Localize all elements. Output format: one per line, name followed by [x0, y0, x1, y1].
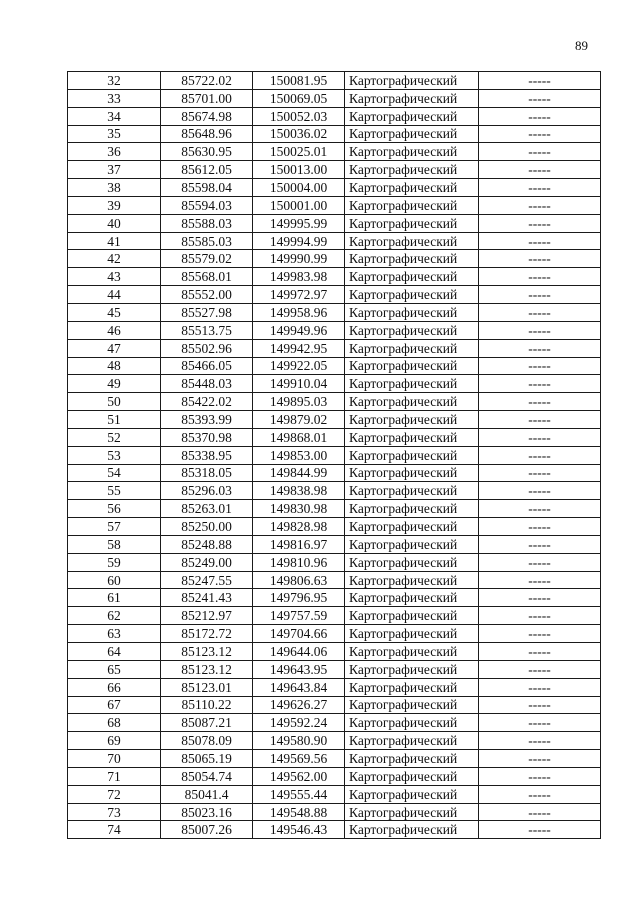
method-cell: Картографический — [345, 375, 479, 393]
method-cell: Картографический — [345, 553, 479, 571]
point-number-cell: 72 — [68, 785, 161, 803]
method-cell: Картографический — [345, 232, 479, 250]
point-number-cell: 40 — [68, 214, 161, 232]
point-number-cell: 59 — [68, 553, 161, 571]
method-cell: Картографический — [345, 321, 479, 339]
x-coordinate-cell: 85110.22 — [161, 696, 253, 714]
point-number-cell: 71 — [68, 767, 161, 785]
note-cell: ----- — [479, 107, 601, 125]
note-cell: ----- — [479, 196, 601, 214]
note-cell: ----- — [479, 303, 601, 321]
table-row — [68, 500, 601, 518]
point-number-cell: 56 — [68, 500, 161, 518]
point-number-cell: 44 — [68, 286, 161, 304]
method-cell: Картографический — [345, 750, 479, 768]
x-coordinate-cell: 85248.88 — [161, 535, 253, 553]
x-coordinate-cell: 85249.00 — [161, 553, 253, 571]
note-cell: ----- — [479, 589, 601, 607]
method-cell: Картографический — [345, 482, 479, 500]
point-number-cell: 45 — [68, 303, 161, 321]
table-row — [68, 625, 601, 643]
method-cell: Картографический — [345, 125, 479, 143]
point-number-cell: 74 — [68, 821, 161, 839]
x-coordinate-cell: 85588.03 — [161, 214, 253, 232]
method-cell: Картографический — [345, 518, 479, 536]
method-cell: Картографический — [345, 696, 479, 714]
method-cell: Картографический — [345, 250, 479, 268]
y-coordinate-cell: 150036.02 — [253, 125, 345, 143]
table-row — [68, 518, 601, 536]
method-cell: Картографический — [345, 339, 479, 357]
y-coordinate-cell: 149879.02 — [253, 411, 345, 429]
x-coordinate-cell: 85087.21 — [161, 714, 253, 732]
y-coordinate-cell: 149704.66 — [253, 625, 345, 643]
method-cell: Картографический — [345, 411, 479, 429]
point-number-cell: 68 — [68, 714, 161, 732]
x-coordinate-cell: 85263.01 — [161, 500, 253, 518]
table-row — [68, 767, 601, 785]
x-coordinate-cell: 85338.95 — [161, 446, 253, 464]
note-cell: ----- — [479, 678, 601, 696]
method-cell: Картографический — [345, 286, 479, 304]
note-cell: ----- — [479, 125, 601, 143]
y-coordinate-cell: 150081.95 — [253, 72, 345, 90]
y-coordinate-cell: 149796.95 — [253, 589, 345, 607]
y-coordinate-cell: 149643.84 — [253, 678, 345, 696]
point-number-cell: 70 — [68, 750, 161, 768]
table-row — [68, 678, 601, 696]
note-cell: ----- — [479, 72, 601, 90]
point-number-cell: 61 — [68, 589, 161, 607]
note-cell: ----- — [479, 464, 601, 482]
x-coordinate-cell: 85370.98 — [161, 428, 253, 446]
note-cell: ----- — [479, 268, 601, 286]
method-cell: Картографический — [345, 571, 479, 589]
point-number-cell: 67 — [68, 696, 161, 714]
point-number-cell: 57 — [68, 518, 161, 536]
method-cell: Картографический — [345, 821, 479, 839]
table-row — [68, 571, 601, 589]
point-number-cell: 73 — [68, 803, 161, 821]
x-coordinate-cell: 85552.00 — [161, 286, 253, 304]
x-coordinate-cell: 85078.09 — [161, 732, 253, 750]
point-number-cell: 36 — [68, 143, 161, 161]
table-row — [68, 732, 601, 750]
point-number-cell: 58 — [68, 535, 161, 553]
method-cell: Картографический — [345, 196, 479, 214]
table-row — [68, 643, 601, 661]
y-coordinate-cell: 149806.63 — [253, 571, 345, 589]
point-number-cell: 55 — [68, 482, 161, 500]
table-row — [68, 821, 601, 839]
y-coordinate-cell: 149592.24 — [253, 714, 345, 732]
table-row — [68, 803, 601, 821]
point-number-cell: 54 — [68, 464, 161, 482]
table-row — [68, 446, 601, 464]
table-row — [68, 411, 601, 429]
x-coordinate-cell: 85648.96 — [161, 125, 253, 143]
point-number-cell: 41 — [68, 232, 161, 250]
point-number-cell: 42 — [68, 250, 161, 268]
point-number-cell: 39 — [68, 196, 161, 214]
table-row — [68, 714, 601, 732]
y-coordinate-cell: 150004.00 — [253, 179, 345, 197]
x-coordinate-cell: 85123.12 — [161, 660, 253, 678]
point-number-cell: 64 — [68, 643, 161, 661]
note-cell: ----- — [479, 518, 601, 536]
x-coordinate-cell: 85674.98 — [161, 107, 253, 125]
x-coordinate-cell: 85598.04 — [161, 179, 253, 197]
x-coordinate-cell: 85722.02 — [161, 72, 253, 90]
note-cell: ----- — [479, 714, 601, 732]
x-coordinate-cell: 85466.05 — [161, 357, 253, 375]
note-cell: ----- — [479, 232, 601, 250]
point-number-cell: 43 — [68, 268, 161, 286]
y-coordinate-cell: 150069.05 — [253, 89, 345, 107]
point-number-cell: 51 — [68, 411, 161, 429]
method-cell: Картографический — [345, 767, 479, 785]
method-cell: Картографический — [345, 500, 479, 518]
x-coordinate-cell: 85241.43 — [161, 589, 253, 607]
y-coordinate-cell: 149644.06 — [253, 643, 345, 661]
table-row — [68, 393, 601, 411]
table-row — [68, 89, 601, 107]
point-number-cell: 53 — [68, 446, 161, 464]
x-coordinate-cell: 85422.02 — [161, 393, 253, 411]
note-cell: ----- — [479, 89, 601, 107]
table-row — [68, 161, 601, 179]
note-cell: ----- — [479, 393, 601, 411]
x-coordinate-cell: 85579.02 — [161, 250, 253, 268]
method-cell: Картографический — [345, 678, 479, 696]
point-number-cell: 35 — [68, 125, 161, 143]
note-cell: ----- — [479, 214, 601, 232]
method-cell: Картографический — [345, 72, 479, 90]
method-cell: Картографический — [345, 393, 479, 411]
table-row — [68, 535, 601, 553]
point-number-cell: 37 — [68, 161, 161, 179]
table-row — [68, 750, 601, 768]
method-cell: Картографический — [345, 268, 479, 286]
table-row — [68, 785, 601, 803]
x-coordinate-cell: 85630.95 — [161, 143, 253, 161]
y-coordinate-cell: 149580.90 — [253, 732, 345, 750]
y-coordinate-cell: 149995.99 — [253, 214, 345, 232]
x-coordinate-cell: 85513.75 — [161, 321, 253, 339]
x-coordinate-cell: 85502.96 — [161, 339, 253, 357]
x-coordinate-cell: 85123.12 — [161, 643, 253, 661]
x-coordinate-cell: 85007.26 — [161, 821, 253, 839]
x-coordinate-cell: 85054.74 — [161, 767, 253, 785]
table-row — [68, 428, 601, 446]
table-row — [68, 589, 601, 607]
table-row — [68, 607, 601, 625]
note-cell: ----- — [479, 321, 601, 339]
x-coordinate-cell: 85585.03 — [161, 232, 253, 250]
note-cell: ----- — [479, 643, 601, 661]
x-coordinate-cell: 85123.01 — [161, 678, 253, 696]
note-cell: ----- — [479, 625, 601, 643]
table-row — [68, 339, 601, 357]
note-cell: ----- — [479, 696, 601, 714]
x-coordinate-cell: 85594.03 — [161, 196, 253, 214]
y-coordinate-cell: 149922.05 — [253, 357, 345, 375]
table-row — [68, 303, 601, 321]
table-row — [68, 250, 601, 268]
note-cell: ----- — [479, 571, 601, 589]
y-coordinate-cell: 149546.43 — [253, 821, 345, 839]
x-coordinate-cell: 85250.00 — [161, 518, 253, 536]
note-cell: ----- — [479, 179, 601, 197]
table-row — [68, 107, 601, 125]
table-row — [68, 143, 601, 161]
method-cell: Картографический — [345, 660, 479, 678]
note-cell: ----- — [479, 732, 601, 750]
table-row — [68, 464, 601, 482]
method-cell: Картографический — [345, 143, 479, 161]
x-coordinate-cell: 85065.19 — [161, 750, 253, 768]
x-coordinate-cell: 85612.05 — [161, 161, 253, 179]
x-coordinate-cell: 85701.00 — [161, 89, 253, 107]
y-coordinate-cell: 149958.96 — [253, 303, 345, 321]
method-cell: Картографический — [345, 179, 479, 197]
y-coordinate-cell: 149828.98 — [253, 518, 345, 536]
x-coordinate-cell: 85212.97 — [161, 607, 253, 625]
table-row — [68, 375, 601, 393]
y-coordinate-cell: 149838.98 — [253, 482, 345, 500]
method-cell: Картографический — [345, 607, 479, 625]
x-coordinate-cell: 85318.05 — [161, 464, 253, 482]
point-number-cell: 38 — [68, 179, 161, 197]
y-coordinate-cell: 149983.98 — [253, 268, 345, 286]
method-cell: Картографический — [345, 303, 479, 321]
point-number-cell: 34 — [68, 107, 161, 125]
table-row — [68, 125, 601, 143]
method-cell: Картографический — [345, 625, 479, 643]
point-number-cell: 33 — [68, 89, 161, 107]
y-coordinate-cell: 150025.01 — [253, 143, 345, 161]
y-coordinate-cell: 149990.99 — [253, 250, 345, 268]
x-coordinate-cell: 85247.55 — [161, 571, 253, 589]
method-cell: Картографический — [345, 589, 479, 607]
point-number-cell: 66 — [68, 678, 161, 696]
table-row — [68, 268, 601, 286]
note-cell: ----- — [479, 500, 601, 518]
note-cell: ----- — [479, 660, 601, 678]
point-number-cell: 48 — [68, 357, 161, 375]
note-cell: ----- — [479, 535, 601, 553]
note-cell: ----- — [479, 411, 601, 429]
point-number-cell: 52 — [68, 428, 161, 446]
table-row — [68, 553, 601, 571]
note-cell: ----- — [479, 750, 601, 768]
point-number-cell: 60 — [68, 571, 161, 589]
y-coordinate-cell: 149868.01 — [253, 428, 345, 446]
note-cell: ----- — [479, 785, 601, 803]
y-coordinate-cell: 149853.00 — [253, 446, 345, 464]
y-coordinate-cell: 149972.97 — [253, 286, 345, 304]
y-coordinate-cell: 149949.96 — [253, 321, 345, 339]
y-coordinate-cell: 149555.44 — [253, 785, 345, 803]
coordinates-table-body — [68, 72, 601, 839]
point-number-cell: 69 — [68, 732, 161, 750]
table-row — [68, 357, 601, 375]
note-cell: ----- — [479, 553, 601, 571]
x-coordinate-cell: 85172.72 — [161, 625, 253, 643]
method-cell: Картографический — [345, 464, 479, 482]
x-coordinate-cell: 85448.03 — [161, 375, 253, 393]
table-row — [68, 214, 601, 232]
y-coordinate-cell: 149562.00 — [253, 767, 345, 785]
method-cell: Картографический — [345, 357, 479, 375]
method-cell: Картографический — [345, 107, 479, 125]
method-cell: Картографический — [345, 785, 479, 803]
y-coordinate-cell: 149910.04 — [253, 375, 345, 393]
y-coordinate-cell: 150001.00 — [253, 196, 345, 214]
table-row — [68, 286, 601, 304]
note-cell: ----- — [479, 143, 601, 161]
y-coordinate-cell: 149895.03 — [253, 393, 345, 411]
x-coordinate-cell: 85527.98 — [161, 303, 253, 321]
x-coordinate-cell: 85568.01 — [161, 268, 253, 286]
note-cell: ----- — [479, 821, 601, 839]
note-cell: ----- — [479, 428, 601, 446]
y-coordinate-cell: 150013.00 — [253, 161, 345, 179]
point-number-cell: 47 — [68, 339, 161, 357]
method-cell: Картографический — [345, 643, 479, 661]
table-row — [68, 660, 601, 678]
point-number-cell: 63 — [68, 625, 161, 643]
note-cell: ----- — [479, 803, 601, 821]
point-number-cell: 46 — [68, 321, 161, 339]
note-cell: ----- — [479, 250, 601, 268]
note-cell: ----- — [479, 446, 601, 464]
note-cell: ----- — [479, 286, 601, 304]
y-coordinate-cell: 149830.98 — [253, 500, 345, 518]
method-cell: Картографический — [345, 714, 479, 732]
x-coordinate-cell: 85041.4 — [161, 785, 253, 803]
note-cell: ----- — [479, 357, 601, 375]
y-coordinate-cell: 149942.95 — [253, 339, 345, 357]
x-coordinate-cell: 85023.16 — [161, 803, 253, 821]
method-cell: Картографический — [345, 446, 479, 464]
table-row — [68, 321, 601, 339]
table-row — [68, 696, 601, 714]
note-cell: ----- — [479, 161, 601, 179]
note-cell: ----- — [479, 607, 601, 625]
method-cell: Картографический — [345, 89, 479, 107]
method-cell: Картографический — [345, 161, 479, 179]
y-coordinate-cell: 149816.97 — [253, 535, 345, 553]
point-number-cell: 65 — [68, 660, 161, 678]
method-cell: Картографический — [345, 732, 479, 750]
page-number: 89 — [575, 38, 588, 53]
method-cell: Картографический — [345, 803, 479, 821]
y-coordinate-cell: 149548.88 — [253, 803, 345, 821]
y-coordinate-cell: 149810.96 — [253, 553, 345, 571]
method-cell: Картографический — [345, 214, 479, 232]
y-coordinate-cell: 149643.95 — [253, 660, 345, 678]
y-coordinate-cell: 149569.56 — [253, 750, 345, 768]
coordinates-table — [67, 71, 601, 839]
y-coordinate-cell: 149757.59 — [253, 607, 345, 625]
note-cell: ----- — [479, 767, 601, 785]
point-number-cell: 32 — [68, 72, 161, 90]
table-row — [68, 482, 601, 500]
x-coordinate-cell: 85393.99 — [161, 411, 253, 429]
note-cell: ----- — [479, 339, 601, 357]
table-row — [68, 179, 601, 197]
note-cell: ----- — [479, 375, 601, 393]
point-number-cell: 62 — [68, 607, 161, 625]
y-coordinate-cell: 149626.27 — [253, 696, 345, 714]
method-cell: Картографический — [345, 535, 479, 553]
table-row — [68, 72, 601, 90]
method-cell: Картографический — [345, 428, 479, 446]
point-number-cell: 50 — [68, 393, 161, 411]
x-coordinate-cell: 85296.03 — [161, 482, 253, 500]
table-row — [68, 196, 601, 214]
point-number-cell: 49 — [68, 375, 161, 393]
table-row — [68, 232, 601, 250]
y-coordinate-cell: 150052.03 — [253, 107, 345, 125]
note-cell: ----- — [479, 482, 601, 500]
y-coordinate-cell: 149844.99 — [253, 464, 345, 482]
y-coordinate-cell: 149994.99 — [253, 232, 345, 250]
